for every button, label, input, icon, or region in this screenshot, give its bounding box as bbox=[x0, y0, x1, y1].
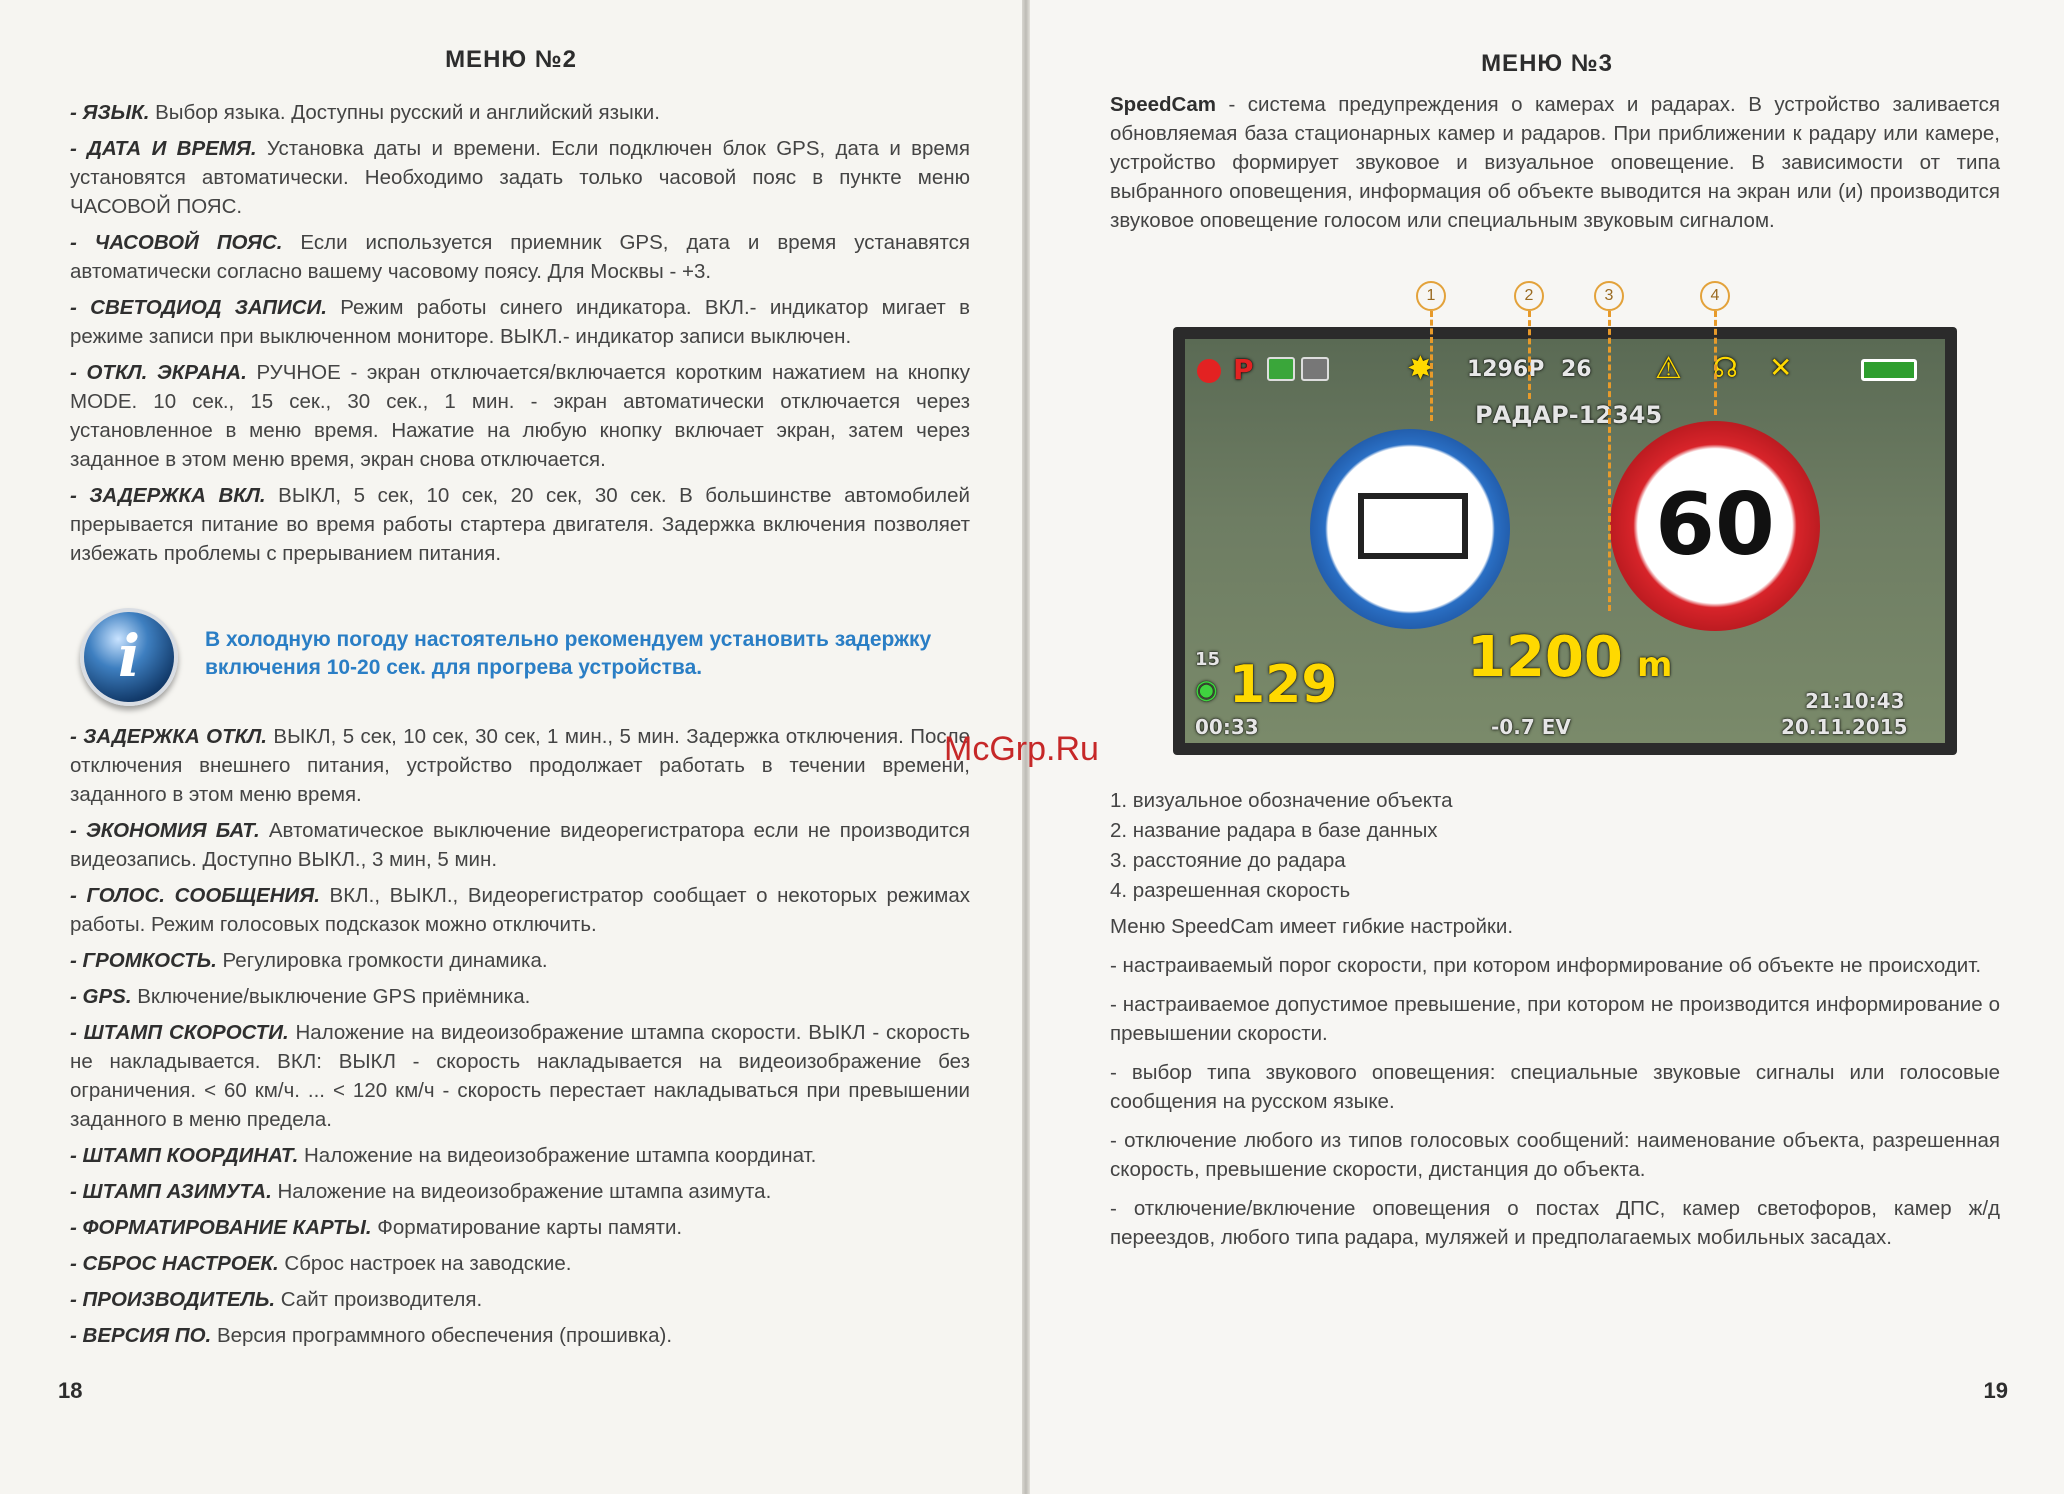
menu-entry bbox=[70, 293, 970, 351]
current-speed: 129 bbox=[1229, 655, 1338, 715]
right-page bbox=[1030, 0, 2064, 1494]
menu-entry bbox=[70, 982, 970, 1011]
page-title-right: МЕНЮ №3 bbox=[1481, 50, 1613, 77]
menu-entry-text: Наложение на видеоизображение штампа координат. bbox=[298, 1144, 817, 1167]
settings-item: - настраиваемое допустимое превышение, при котором не производится информирование о превышении скорости. bbox=[1110, 993, 2000, 1045]
clock-time: 21:10:43 bbox=[1805, 689, 1905, 713]
menu-entry-text: Включение/выключение GPS приёмника. bbox=[131, 985, 531, 1008]
menu-entry bbox=[70, 98, 970, 127]
warning-icon: ⚠ bbox=[1655, 351, 1682, 386]
settings-intro: Меню SpeedCam имеет гибкие настройки. bbox=[1110, 915, 1514, 938]
menu-entry bbox=[70, 946, 970, 975]
legend-item: 1. визуальное обозначение объекта bbox=[1110, 789, 1453, 812]
legend-item: 3. расстояние до радара bbox=[1110, 849, 1346, 872]
callout-3: 3 bbox=[1594, 281, 1624, 311]
camera-flash-icon: ✸ bbox=[1407, 349, 1434, 387]
menu-entry-term: - ЧАСОВОЙ ПОЯС. bbox=[70, 231, 283, 254]
exposure-value: -0.7 EV bbox=[1491, 715, 1571, 739]
menu-entry-text: Регулировка громкости динамика. bbox=[216, 949, 548, 972]
menu-entry bbox=[70, 816, 970, 874]
menu-entry-term: - ДАТА И ВРЕМЯ. bbox=[70, 137, 257, 160]
menu-entry-text: Версия программного обеспечения (прошивка). bbox=[211, 1324, 673, 1347]
menu-entry-term: - ФОРМАТИРОВАНИЕ КАРТЫ. bbox=[70, 1216, 372, 1239]
menu-entry-text: Наложение на видеоизображение штампа скорости. ВЫКЛ - скорость не накладывается. ВКЛ: ВЫКЛ - скорость накладывается на видеоизображение без ограничения. < 60 км/ч. ... < 120 км/ч - скорость перестает накладываться при превышении заданного в меню предела. bbox=[70, 1021, 971, 1131]
settings-item: - отключение/включение оповещения о постах ДПС, камер светофоров, камер ж/д переездов, любого типа радара, муляжей и предполагаемых мобильных засадах. bbox=[1110, 1197, 2000, 1249]
legend-item: 2. название радара в базе данных bbox=[1110, 819, 1438, 842]
callout-1: 1 bbox=[1416, 281, 1446, 311]
distance-unit: m bbox=[1637, 645, 1673, 685]
menu-entry-term: - ШТАМП КООРДИНАТ. bbox=[70, 1144, 299, 1167]
menu-entry-term: - СВЕТОДИОД ЗАПИСИ. bbox=[70, 296, 327, 319]
radar-name: РАДАР-12345 bbox=[1475, 401, 1663, 429]
menu-entry-term: - ЗАДЕРЖКА ОТКЛ. bbox=[70, 725, 267, 748]
leader-line-4 bbox=[1714, 311, 1717, 415]
menu-entry-term: - СБРОС НАСТРОЕК. bbox=[70, 1252, 279, 1275]
menu-entry-term: - GPS. bbox=[70, 985, 132, 1008]
menu-entry bbox=[70, 1249, 970, 1278]
status-number: 26 bbox=[1561, 357, 1592, 382]
status-code: 1296P bbox=[1467, 357, 1545, 382]
menu-entry-text: ВЫКЛ, 5 сек, 10 сек, 30 сек, 1 мин., 5 мин. Задержка отключения. После отключения внешнего питания, устройство продолжает работать в течении времени, заданного в этом меню время. bbox=[70, 725, 970, 806]
callout-legend bbox=[1110, 786, 2000, 906]
clock-date: 20.11.2015 bbox=[1781, 715, 1908, 739]
leader-line-2 bbox=[1528, 311, 1531, 399]
menu-entry-term: - ВЕРСИЯ ПО. bbox=[70, 1324, 212, 1347]
sd-card-2-icon bbox=[1301, 357, 1329, 381]
menu-entry-term: - ОТКЛ. ЭКРАНА. bbox=[70, 361, 247, 384]
menu-entry-term: - ГРОМКОСТЬ. bbox=[70, 949, 217, 972]
menu-entries-top bbox=[70, 98, 970, 568]
speedcam-intro bbox=[1110, 90, 2000, 235]
menu-entry-text: Сайт производителя. bbox=[275, 1288, 483, 1311]
menu-entry-text: Установка даты и времени. Если подключен блок GPS, дата и время установятся автоматически. Необходимо задать только часовой пояс в пункте меню ЧАСОВОЙ ПОЯС. bbox=[70, 137, 971, 218]
left-page bbox=[0, 0, 1022, 1494]
speedcam-intro-text: - система предупреждения о камерах и радарах. В устройство заливается обновляемая база стационарных камер и радаров. При приближении к радару или камере, устройство формирует звуковое и визуальное оповещение. В зависимости от типа выбранного оповещения, информация об объекте выводится на экран или (и) производится звуковое оповещение голосом или специальным звуковым сигналом. bbox=[1110, 93, 2000, 232]
menu-entry bbox=[70, 722, 970, 809]
speedcam-brand: SpeedCam bbox=[1110, 93, 1216, 116]
menu-entry-term: - ЯЗЫК. bbox=[70, 101, 150, 124]
menu-entry-term: - ШТАМП АЗИМУТА. bbox=[70, 1180, 272, 1203]
parking-mode-icon: P bbox=[1233, 353, 1254, 386]
settings-item: - настраиваемый порог скорости, при котором информирование об объекте не происходит. bbox=[1110, 954, 1982, 977]
speed-limit-sign-icon bbox=[1610, 421, 1820, 631]
menu-entry bbox=[70, 1285, 970, 1314]
menu-entry bbox=[70, 1321, 970, 1350]
menu-entry bbox=[70, 228, 970, 286]
dashcam-screen-frame bbox=[1173, 327, 1957, 755]
menu-entry-text: ВЫКЛ, 5 сек, 10 сек, 20 сек, 30 сек. В большинстве автомобилей прерывается питание во время работы стартера двигателя. Задержка включения позволяет избежать проблемы с прерыванием питания. bbox=[70, 484, 970, 565]
menu-entries-bottom bbox=[70, 722, 970, 1350]
sd-card-1-icon bbox=[1267, 357, 1295, 381]
menu-entry-term: - ЗАДЕРЖКА ВКЛ. bbox=[70, 484, 266, 507]
menu-entry-term: - ПРОИЗВОДИТЕЛЬ. bbox=[70, 1288, 276, 1311]
callout-4: 4 bbox=[1700, 281, 1730, 311]
voice-off-icon: ☊ bbox=[1713, 351, 1738, 384]
menu-entry bbox=[70, 1141, 970, 1170]
menu-entry-text: Сброс настроек на заводские. bbox=[278, 1252, 572, 1275]
menu-entry-term: - ЭКОНОМИЯ БАТ. bbox=[70, 819, 260, 842]
leader-line-3 bbox=[1608, 311, 1611, 611]
settings-item: - выбор типа звукового оповещения: специальные звуковые сигналы или голосовые сообщения на русском языке. bbox=[1110, 1061, 2000, 1113]
legend-item: 4. разрешенная скорость bbox=[1110, 879, 1351, 902]
sound-off-icon: ✕ bbox=[1769, 351, 1793, 384]
info-note bbox=[80, 608, 980, 708]
menu-entry bbox=[70, 358, 970, 474]
menu-entry bbox=[70, 1177, 970, 1206]
info-note-text: В холодную погоду настоятельно рекомендуем установить задержку включения 10-20 сек. для прогрева устройства. bbox=[205, 628, 932, 679]
settings-section bbox=[1110, 912, 2000, 1252]
camera-glyph-icon bbox=[1358, 493, 1468, 559]
info-icon: i bbox=[80, 608, 178, 706]
dashcam-screen bbox=[1185, 339, 1945, 743]
leader-line-1 bbox=[1430, 311, 1433, 421]
menu-entry bbox=[70, 881, 970, 939]
speed-limit-value: 60 bbox=[1655, 475, 1775, 575]
menu-entry-text: Автоматическое выключение видеорегистратора если не производится видеозапись. Доступно ВЫКЛ., 3 мин, 5 мин. bbox=[70, 819, 970, 871]
menu-entry-text: Если используется приемник GPS, дата и время устанавятся автоматически согласно вашему часовому поясу. Для Москвы - +3. bbox=[70, 231, 971, 283]
satellite-count: 15 bbox=[1195, 649, 1221, 670]
page-number-left: 18 bbox=[58, 1378, 83, 1403]
menu-entry bbox=[70, 1018, 970, 1134]
menu-entry bbox=[70, 481, 970, 568]
gps-signal-icon: ◉ bbox=[1195, 675, 1218, 705]
settings-item: - отключение любого из типов голосовых сообщений: наименование объекта, разрешенная скорость, превышение скорости, дистанция до объекта. bbox=[1110, 1129, 2000, 1181]
menu-entry-term: - ГОЛОС. СООБЩЕНИЯ. bbox=[70, 884, 320, 907]
menu-entry-text: Режим работы синего индикатора. ВКЛ.- индикатор мигает в режиме записи при выключенном мониторе. ВЫКЛ.- индикатор записи выключен. bbox=[70, 296, 970, 348]
page-number-right: 19 bbox=[1983, 1378, 2008, 1403]
page-title-left: МЕНЮ №2 bbox=[445, 46, 577, 73]
distance-value: 1200 bbox=[1467, 625, 1623, 690]
camera-sign-icon bbox=[1310, 429, 1510, 629]
menu-entry bbox=[70, 134, 970, 221]
menu-entry-text: РУЧНОЕ - экран отключается/включается коротким нажатием на кнопку MODE. 10 сек., 15 сек., 30 сек., 1 мин. - экран автоматически отключается через установленное в меню время. Нажатие на любую кнопку включает экран, затем через заданное в этом меню время, экран снова отключается. bbox=[70, 361, 970, 471]
battery-icon bbox=[1861, 359, 1917, 381]
menu-entry-text: Наложение на видеоизображение штампа азимута. bbox=[271, 1180, 772, 1203]
menu-entry-term: - ШТАМП СКОРОСТИ. bbox=[70, 1021, 289, 1044]
menu-entry bbox=[70, 1213, 970, 1242]
menu-entry-text: Форматирование карты памяти. bbox=[371, 1216, 683, 1239]
watermark: McGrp.Ru bbox=[944, 730, 1099, 768]
callout-2: 2 bbox=[1514, 281, 1544, 311]
menu-entry-text: ВКЛ., ВЫКЛ., Видеорегистратор сообщает о некоторых режимах работы. Режим голосовых подсказок можно отключить. bbox=[70, 884, 971, 936]
menu-entry-text: Выбор языка. Доступны русский и английский языки. bbox=[149, 101, 660, 124]
elapsed-time: 00:33 bbox=[1195, 715, 1259, 739]
record-dot-icon bbox=[1197, 359, 1221, 383]
